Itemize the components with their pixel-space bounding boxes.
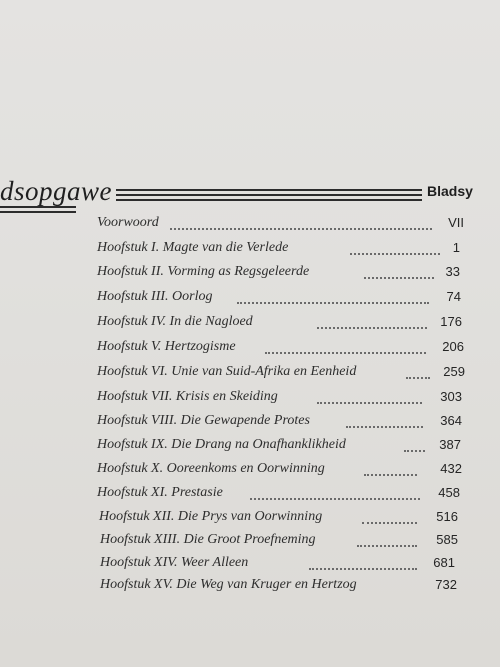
toc-entry [97, 240, 460, 262]
toc-entry [97, 461, 462, 483]
toc-entry [97, 485, 460, 507]
toc-entry-label: Hoofstuk IV. In die Nagloed [97, 314, 253, 329]
dot-leader [309, 568, 417, 570]
toc-entry [97, 264, 460, 286]
toc-entry-label: Hoofstuk X. Ooreenkoms en Oorwinning [97, 461, 325, 476]
toc-entry [97, 339, 464, 361]
toc-entry-page-number: 303 [440, 389, 462, 404]
toc-entry-label: Voorwoord [97, 215, 159, 230]
toc-entry-label: Hoofstuk I. Magte van die Verlede [97, 240, 289, 255]
toc-entry-page-number: 585 [436, 532, 458, 547]
dot-leader [357, 545, 417, 547]
dot-leader [265, 352, 426, 354]
toc-entry [97, 437, 461, 459]
toc-entry-page-number: 176 [440, 314, 462, 329]
toc-entry-page-number: 33 [445, 264, 460, 279]
dot-leader [364, 474, 417, 476]
dot-leader [317, 402, 422, 404]
toc-entry [97, 314, 462, 336]
toc-entry-label: Hoofstuk XV. Die Weg van Kruger en Hertzog [100, 577, 357, 592]
toc-entry [97, 289, 461, 311]
toc-entry-page-number: 432 [440, 461, 462, 476]
toc-entry [97, 413, 462, 435]
dot-leader [406, 377, 430, 379]
toc-entry-label: Hoofstuk VI. Unie van Suid-Afrika en Eenheid [97, 364, 357, 379]
toc-entry-label: Hoofstuk IX. Die Drang na Onafhanklikheid [97, 437, 346, 452]
toc-entry-page-number: 364 [440, 413, 462, 428]
dot-leader [364, 277, 434, 279]
toc-entry-page-number: 259 [443, 364, 465, 379]
dot-leader [250, 498, 420, 500]
dot-leader [362, 522, 417, 524]
toc-entry-label: Hoofstuk V. Hertzogisme [97, 339, 236, 354]
dot-leader [237, 302, 429, 304]
toc-entry-label: Hoofstuk VII. Krisis en Skeiding [97, 389, 278, 404]
toc-entry-page-number: 732 [435, 577, 457, 592]
toc-entry-page-number: 458 [438, 485, 460, 500]
toc-entry-page-number: 516 [436, 509, 458, 524]
dot-leader [346, 426, 423, 428]
toc-entry [97, 389, 462, 411]
dot-leader [170, 228, 432, 230]
page-column-label: Bladsy [427, 183, 473, 199]
toc-entry [97, 215, 464, 237]
toc-entry [99, 509, 458, 531]
toc-entry-page-number: 74 [446, 289, 461, 304]
toc-entry [100, 577, 457, 599]
contents-title: dsopgawe [0, 176, 112, 206]
toc-entry-label: Hoofstuk III. Oorlog [97, 289, 213, 304]
toc-entry-page-number: VII [448, 215, 464, 230]
dot-leader [350, 253, 440, 255]
toc-entry-label: Hoofstuk XI. Prestasie [97, 485, 223, 500]
toc-entry-page-number: 681 [433, 555, 455, 570]
toc-entry-page-number: 206 [442, 339, 464, 354]
toc-entry-label: Hoofstuk II. Vorming as Regsgeleerde [97, 264, 310, 279]
toc-entry [100, 555, 455, 577]
toc-entry [100, 532, 458, 554]
toc-entry-label: Hoofstuk XII. Die Prys van Oorwinning [99, 509, 323, 524]
toc-entry-page-number: 387 [439, 437, 461, 452]
dot-leader [404, 450, 425, 452]
toc-entry-label: Hoofstuk VIII. Die Gewapende Protes [97, 413, 310, 428]
toc-entry-page-number: 1 [452, 240, 460, 255]
toc-entry-label: Hoofstuk XIII. Die Groot Proefneming [100, 532, 316, 547]
toc-entry-label: Hoofstuk XIV. Weer Alleen [100, 555, 249, 570]
dot-leader [317, 327, 427, 329]
toc-entry [97, 364, 465, 386]
